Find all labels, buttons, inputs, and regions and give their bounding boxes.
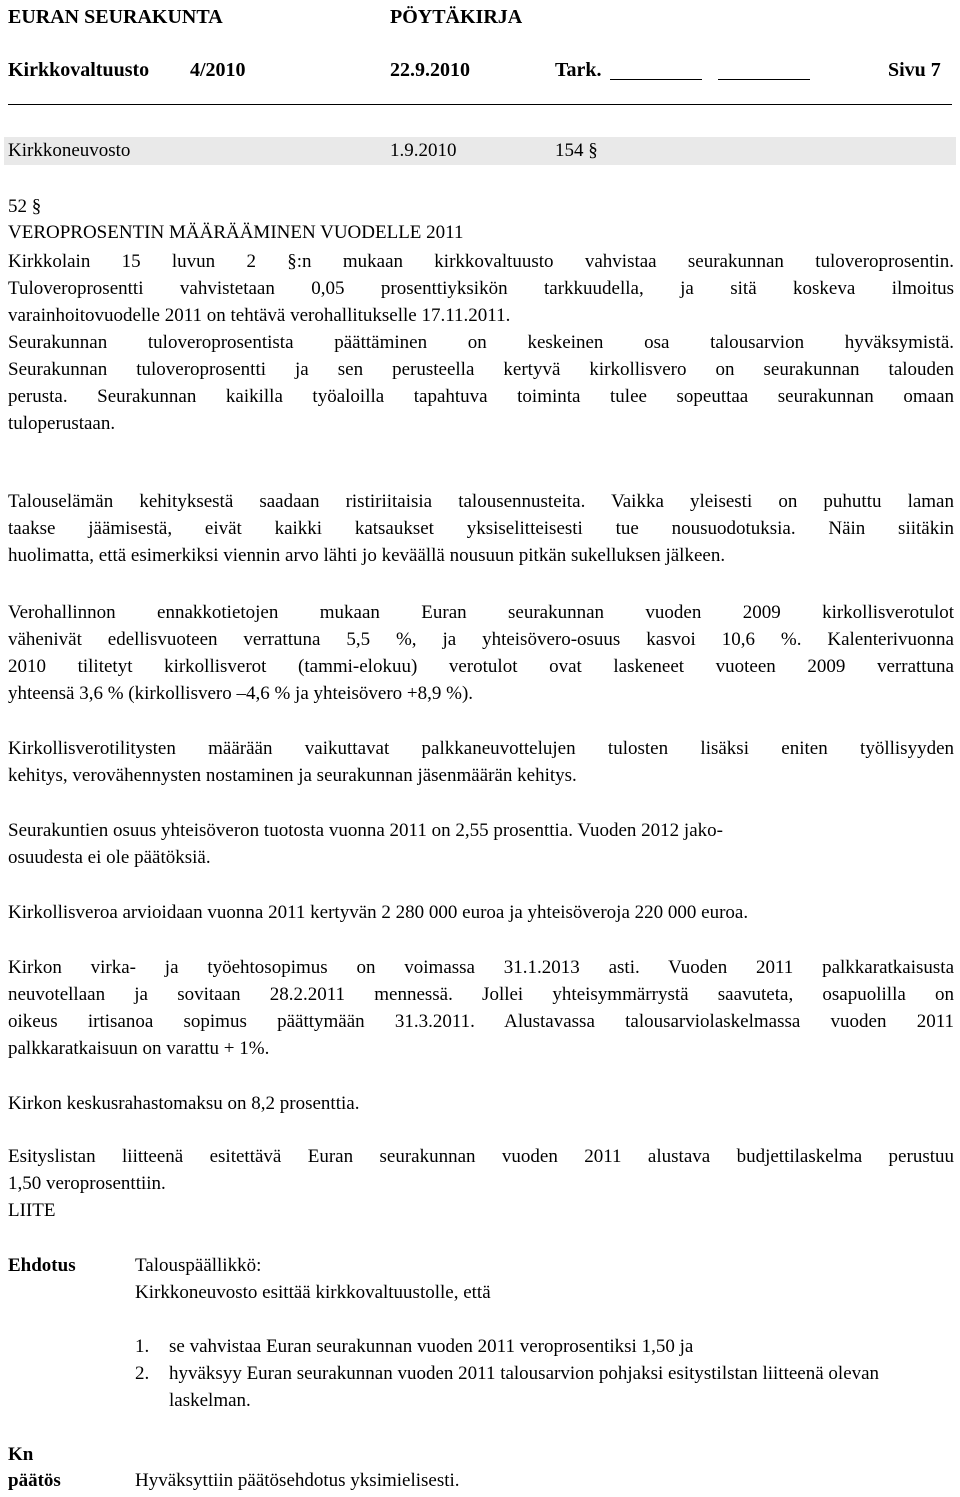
paragraph-line: Tuloveroprosentti vahvistetaan 0,05 prosenttiyksikön tarkkuudella, ja sitä koskeva ilmoitus	[8, 278, 954, 299]
list-item-text: se vahvistaa Euran seurakunnan vuoden 2011 veroprosentiksi 1,50 ja	[169, 1336, 694, 1357]
decision-label-line2: päätös	[8, 1470, 61, 1491]
proposal-label: Ehdotus	[8, 1255, 76, 1276]
paragraph-line: Esityslistan liitteenä esitettävä Euran seurakunnan vuoden 2011 alustava budjettilaskelma perustuu	[8, 1146, 954, 1167]
list-item-text: hyväksyy Euran seurakunnan vuoden 2011 talousarvion pohjaksi esitystilstan liitteenä olevan laskelman.	[169, 1363, 880, 1411]
paragraph-tax-law	[8, 248, 954, 437]
decision-text: Hyväksyttiin päätösehdotus yksimielisesti.	[135, 1470, 460, 1491]
paragraph-line: oikeus irtisanoa sopimus päättymään 31.3.2011. Alustavassa talousarviolaskelmassa vuoden 2011	[8, 1011, 954, 1032]
paragraph-line: Verohallinnon ennakkotietojen mukaan Euran seurakunnan vuoden 2009 kirkollisverotulot	[8, 602, 954, 623]
section-date: 1.9.2010	[390, 140, 457, 161]
proposal-presenter: Talouspäällikkö:	[135, 1255, 262, 1276]
list-item-number: 2.	[135, 1363, 150, 1384]
paragraph-line: huolimatta, että esimerkiksi viennin arvo lähti jo keväällä nousuun pitkän sukelluksen jälkeen.	[8, 545, 726, 566]
page-number: Sivu 7	[888, 59, 941, 81]
paragraph-economy	[8, 488, 954, 569]
paragraph-line: 1,50 veroprosenttiin.	[8, 1173, 166, 1194]
item-title: VEROPROSENTIN MÄÄRÄÄMINEN VUODELLE 2011	[8, 222, 464, 243]
paragraph-line: vähenivät edellisvuoteen verrattuna 5,5 %, ja yhteisövero-osuus kasvoi 10,6 %. Kalenterivuonna	[8, 629, 954, 650]
paragraph-central-fund	[8, 1090, 954, 1117]
paragraph-line: osuudesta ei ole päätöksiä.	[8, 847, 211, 868]
list-item-number: 1.	[135, 1336, 150, 1357]
paragraph-line: Seurakunnan tuloveroprosentti ja sen perusteella kertyvä kirkollisvero on seurakunnan talouden	[8, 359, 954, 380]
paragraph-estimate	[8, 899, 954, 926]
attachment-label: LIITE	[8, 1200, 56, 1221]
paragraph-line: Kirkollisverotilitysten määrään vaikuttavat palkkaneuvottelujen tulosten lisäksi eniten työllisyyden	[8, 738, 954, 759]
paragraph-factors	[8, 735, 954, 789]
document-type: PÖYTÄKIRJA	[390, 6, 523, 28]
section-body-name: Kirkkoneuvosto	[8, 140, 131, 161]
proposal-intro: Kirkkoneuvosto esittää kirkkovaltuustolle, että	[135, 1282, 491, 1303]
paragraph-line: taakse jäämisestä, eivät kaikki katsaukset yksiselitteisesti tue nousuodotuksia. Näin siitäkin	[8, 518, 954, 539]
paragraph-line: Kirkollisveroa arvioidaan vuonna 2011 kertyvän 2 280 000 euroa ja yhteisöveroja 220 000 euroa.	[8, 902, 749, 923]
header-date: 22.9.2010	[390, 59, 470, 81]
paragraph-line: 2010 tilitetyt kirkollisverot (tammi-elokuu) verotulot ovat laskeneet vuoteen 2009 verrattuna	[8, 656, 954, 677]
header-checked-label: Tark.	[555, 59, 602, 81]
paragraph-attachment	[8, 1143, 954, 1224]
header-divider	[8, 104, 952, 105]
paragraph-line: Kirkon keskusrahastomaksu on 8,2 prosenttia.	[8, 1093, 360, 1114]
paragraph-collective-agreement	[8, 954, 954, 1062]
signature-line-2	[718, 79, 810, 80]
section-number: 154 §	[555, 140, 598, 161]
paragraph-line: Seurakuntien osuus yhteisöveron tuotosta vuonna 2011 on 2,55 prosenttia. Vuoden 2012 jako-	[8, 820, 723, 841]
proposal-list	[135, 1333, 925, 1414]
list-item	[135, 1360, 925, 1414]
paragraph-line: neuvotellaan ja sovitaan 28.2.2011 mennessä. Jollei yhteisymmärrystä saavuteta, osapuolilla on	[8, 984, 954, 1005]
paragraph-line: Talouselämän kehityksestä saadaan ristiriitaisia talousennusteita. Vaikka yleisesti on puhuttu laman	[8, 491, 954, 512]
org-name: EURAN SEURAKUNTA	[8, 6, 223, 28]
paragraph-line: perusta. Seurakunnan kaikilla työaloilla tapahtuva toiminta tulee sopeuttaa seurakunnan omaan	[8, 386, 954, 407]
item-number: 52 §	[8, 196, 42, 217]
header-body-name: Kirkkovaltuusto	[8, 59, 150, 81]
paragraph-line: Kirkon virka- ja työehtosopimus on voimassa 31.1.2013 asti. Vuoden 2011 palkkaratkaisusta	[8, 957, 954, 978]
paragraph-line: Kirkkolain 15 luvun 2 §:n mukaan kirkkovaltuusto vahvistaa seurakunnan tuloveroprosentin.	[8, 251, 954, 272]
paragraph-tax-revenue	[8, 599, 954, 707]
paragraph-line: yhteensä 3,6 % (kirkollisvero –4,6 % ja yhteisövero +8,9 %).	[8, 683, 474, 704]
signature-line-1	[610, 79, 702, 80]
paragraph-line: Seurakunnan tuloveroprosentista päättäminen on keskeinen osa talousarvion hyväksymistä.	[8, 332, 954, 353]
paragraph-line: palkkaratkaisuun on varattu + 1%.	[8, 1038, 270, 1059]
decision-label-line1: Kn	[8, 1444, 34, 1465]
paragraph-corporate-tax	[8, 817, 954, 871]
paragraph-line: tuloperustaan.	[8, 413, 116, 434]
header-session: 4/2010	[190, 59, 246, 81]
paragraph-line: kehitys, verovähennysten nostaminen ja seurakunnan jäsenmäärän kehitys.	[8, 765, 577, 786]
list-item	[135, 1333, 925, 1360]
section-row-background	[4, 137, 956, 165]
paragraph-line: varainhoitovuodelle 2011 on tehtävä verohallitukselle 17.11.2011.	[8, 305, 511, 326]
